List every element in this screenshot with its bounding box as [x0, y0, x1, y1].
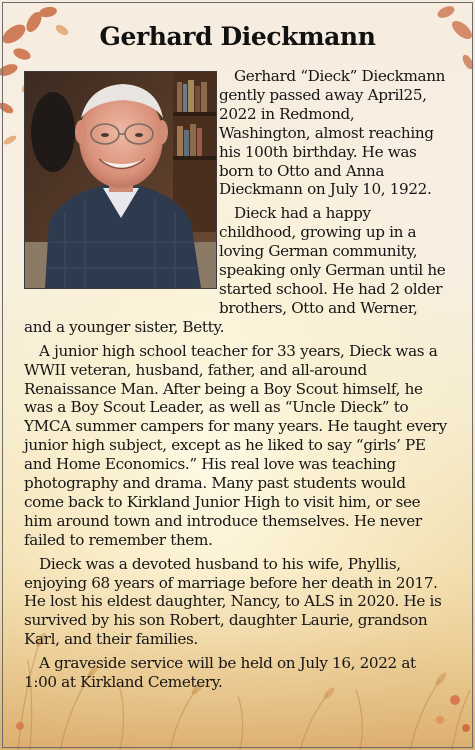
- paragraph-5: A graveside service will be held on July 16, 2022 at 1:00 at Kirkland Cemetery.: [24, 654, 416, 692]
- obituary-text: [24, 67, 448, 697]
- paragraph-4: Dieck was a devoted husband to his wife, Phyllis, enjoying 68 years of marriage before her death in 2017. He lost his eldest daughter, Nancy, to ALS in 2020. He is survived by his son Robert, daughter Laurie, grandson Karl, and their families.: [24, 554, 442, 649]
- paragraph-1: Gerhard “Dieck” Dieckmann gently passed away April25, 2022 in Redmond, Washington, almost reaching his 100th birthday. He was born to Otto and Anna Dieckmann on July 10, 1922.: [219, 67, 446, 199]
- photo-spacer: [24, 67, 219, 300]
- paragraph-2: Dieck had a happy childhood, growing up in a loving German community, speaking only German until he started school. He had 2 older brothers, Otto and Werner, and a younger sister, Betty.: [24, 204, 446, 336]
- deceased-name: Gerhard Dieckmann: [99, 22, 376, 51]
- paragraph-3: A junior high school teacher for 33 years, Dieck was a WWII veteran, husband, father, and all-around Renaissance Man. After being a Boy Scout himself, he was a Boy Scout Leader, as well as “Uncle Dieck” to YMCA summer campers for many years. He taught every junior high subject, except as he liked to say “girls’ PE and Home Economics.” His real love was teaching photography and drama. Many past students would come back to Kirkland Junior High to visit him, or see him around town and introduce themselves. He never failed to remember them.: [24, 341, 447, 549]
